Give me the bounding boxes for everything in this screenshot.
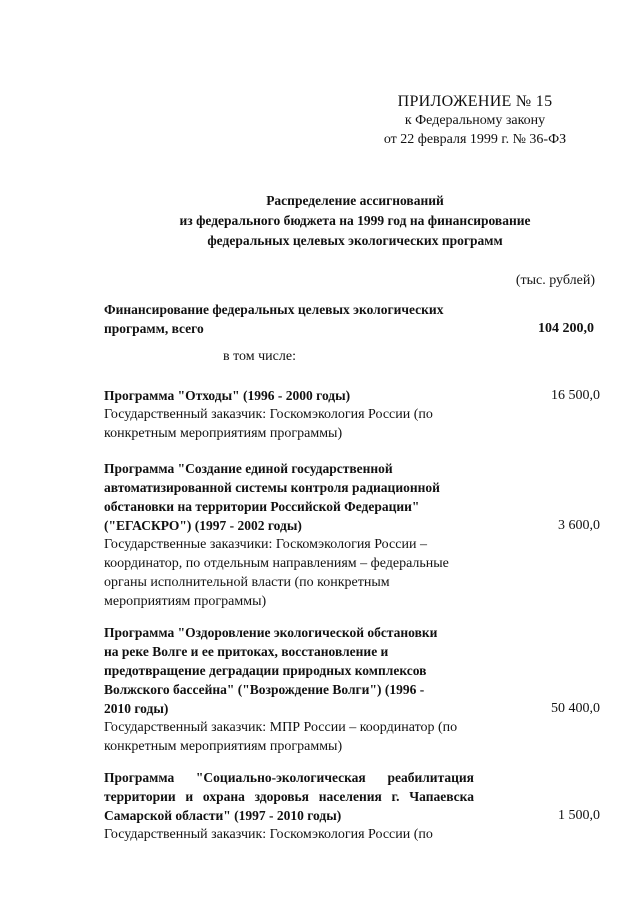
program-customer-line: конкретным мероприятиям программы): [104, 426, 343, 441]
program-title-line: обстановки на территории Российской Федерации": [104, 499, 420, 514]
appendix-heading: [355, 92, 595, 149]
appendix-title: ПРИЛОЖЕНИЕ № 15: [397, 93, 553, 110]
program-customer: [104, 825, 474, 844]
program-amount: 3 600,0: [558, 518, 600, 533]
document-title-line: из федерального бюджета на 1999 год на финансирование: [179, 213, 531, 228]
program-customer-line: координатор, по отдельным направлениям – федеральные: [104, 556, 449, 571]
program-title-line: Волжского бассейна" ("Возрождение Волги") (1996 -: [104, 682, 425, 697]
appendix-law-reference: к Федеральному закону: [404, 113, 546, 128]
program-item: [104, 623, 600, 756]
program-item: [104, 386, 600, 443]
program-customer-line: органы исполнительной власти (по конкретным: [104, 575, 390, 590]
total-financing-label: [104, 300, 484, 338]
document-title-line: федеральных целевых экологических программ: [207, 233, 503, 248]
program-title-line: Программа "Создание единой государственной: [104, 461, 393, 476]
program-item: [104, 459, 600, 611]
total-label-line: программ, всего: [104, 321, 204, 336]
document-title: [150, 191, 560, 251]
program-title-line: Программа "Социально-экологическая реабилитация: [104, 770, 474, 785]
program-amount: 1 500,0: [558, 808, 600, 823]
program-title-line: на реке Волге и ее притоках, восстановление и: [104, 644, 389, 659]
program-title-line: предотвращение деградации природных комплексов: [104, 663, 427, 678]
program-customer-line: мероприятиям программы): [104, 594, 267, 609]
program-customer-line: Государственный заказчик: Госкомэкология России (по: [104, 407, 433, 422]
program-title: [104, 386, 474, 405]
program-customer: [104, 535, 474, 611]
program-title: [104, 623, 474, 718]
program-title-line: ("ЕГАСКРО") (1997 - 2002 годы): [104, 518, 302, 533]
total-label-line: Финансирование федеральных целевых экологических: [104, 302, 444, 317]
program-title-line: автоматизированной системы контроля радиационной: [104, 480, 440, 495]
program-customer: [104, 405, 474, 443]
program-title: [104, 459, 474, 535]
program-title: [104, 768, 474, 825]
program-amount: 16 500,0: [551, 388, 600, 403]
program-item: [104, 768, 600, 844]
appendix-law-date: от 22 февраля 1999 г. № 36-ФЗ: [383, 132, 567, 147]
program-title-line: Программа "Оздоровление экологической обстановки: [104, 625, 438, 640]
program-customer-line: Государственный заказчик: Госкомэкология России (по: [104, 827, 433, 842]
total-amount: 104 200,0: [538, 321, 594, 336]
including-label: в том числе:: [223, 349, 296, 364]
program-customer-line: Государственные заказчики: Госкомэкология России –: [104, 537, 427, 552]
program-customer-line: конкретным мероприятиям программы): [104, 739, 343, 754]
program-title-line: 2010 годы): [104, 701, 169, 716]
program-customer-line: Государственный заказчик: МПР России – координатор (по: [104, 720, 458, 735]
document-title-line: Распределение ассигнований: [266, 193, 444, 208]
program-title-line: Самарской области" (1997 - 2010 годы): [104, 808, 342, 823]
unit-label: (тыс. рублей): [515, 273, 595, 288]
program-customer: [104, 718, 474, 756]
program-title-line: Программа "Отходы" (1996 - 2000 годы): [104, 388, 351, 403]
program-amount: 50 400,0: [551, 701, 600, 716]
program-title-line: территории и охрана здоровья населения г. Чапаевска: [104, 789, 474, 804]
